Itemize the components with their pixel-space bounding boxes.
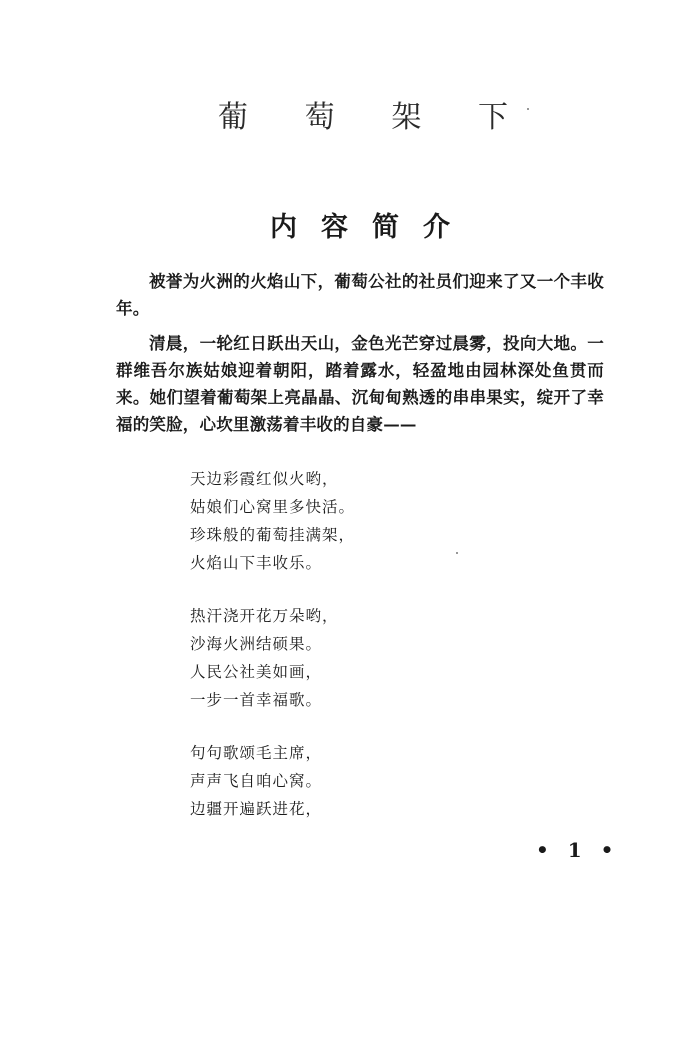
poem-line: 火焰山下丰收乐。	[190, 554, 323, 572]
section-title-char: 介	[423, 212, 450, 243]
poem-line: 人民公社美如画，	[190, 663, 323, 681]
book-title	[218, 92, 508, 136]
poem-line: 珍珠般的葡萄挂满架，	[190, 526, 356, 544]
stanza	[190, 465, 550, 577]
book-title-char: 葡	[218, 100, 248, 135]
poem-line: 姑娘们心窝里多快活。	[190, 498, 356, 516]
scan-speck	[456, 552, 458, 554]
poem-line: 天边彩霞红似火哟，	[190, 470, 339, 488]
poem-line: 边疆开遍跃进花，	[190, 800, 323, 818]
poem-line: 句句歌颂毛主席，	[190, 744, 323, 762]
section-title-char: 内	[270, 212, 297, 243]
page-number: • 1 •	[536, 838, 620, 862]
section-title-char: 容	[321, 212, 348, 243]
poem	[190, 465, 550, 848]
book-title-char: 下	[477, 100, 508, 135]
stanza	[190, 739, 550, 823]
summary-text	[116, 268, 604, 446]
paragraph: 清晨，一轮红日跃出天山，金色光芒穿过晨雾，投向大地。一群维吾尔族姑娘迎着朝阳，踏着露水，轻盈地由园林深处鱼贯而来。她们望着葡萄架上亮晶晶、沉甸甸熟透的串串果实，绽开了幸福的笑脸，心坎里激荡着丰收的自豪——	[116, 334, 604, 434]
section-title-char: 简	[372, 212, 399, 243]
paragraph: 被誉为火洲的火焰山下，葡萄公社的社员们迎来了又一个丰收年。	[116, 272, 604, 318]
section-title	[270, 205, 450, 244]
book-title-char: 架	[391, 100, 422, 135]
scan-speck	[527, 108, 529, 110]
poem-line: 热汗浇开花万朵哟，	[190, 607, 339, 625]
book-title-char: 萄	[304, 100, 335, 135]
poem-line: 一步一首幸福歌。	[190, 691, 323, 709]
stanza	[190, 602, 550, 714]
poem-line: 声声飞自咱心窝。	[190, 772, 323, 790]
poem-line: 沙海火洲结硕果。	[190, 635, 323, 653]
